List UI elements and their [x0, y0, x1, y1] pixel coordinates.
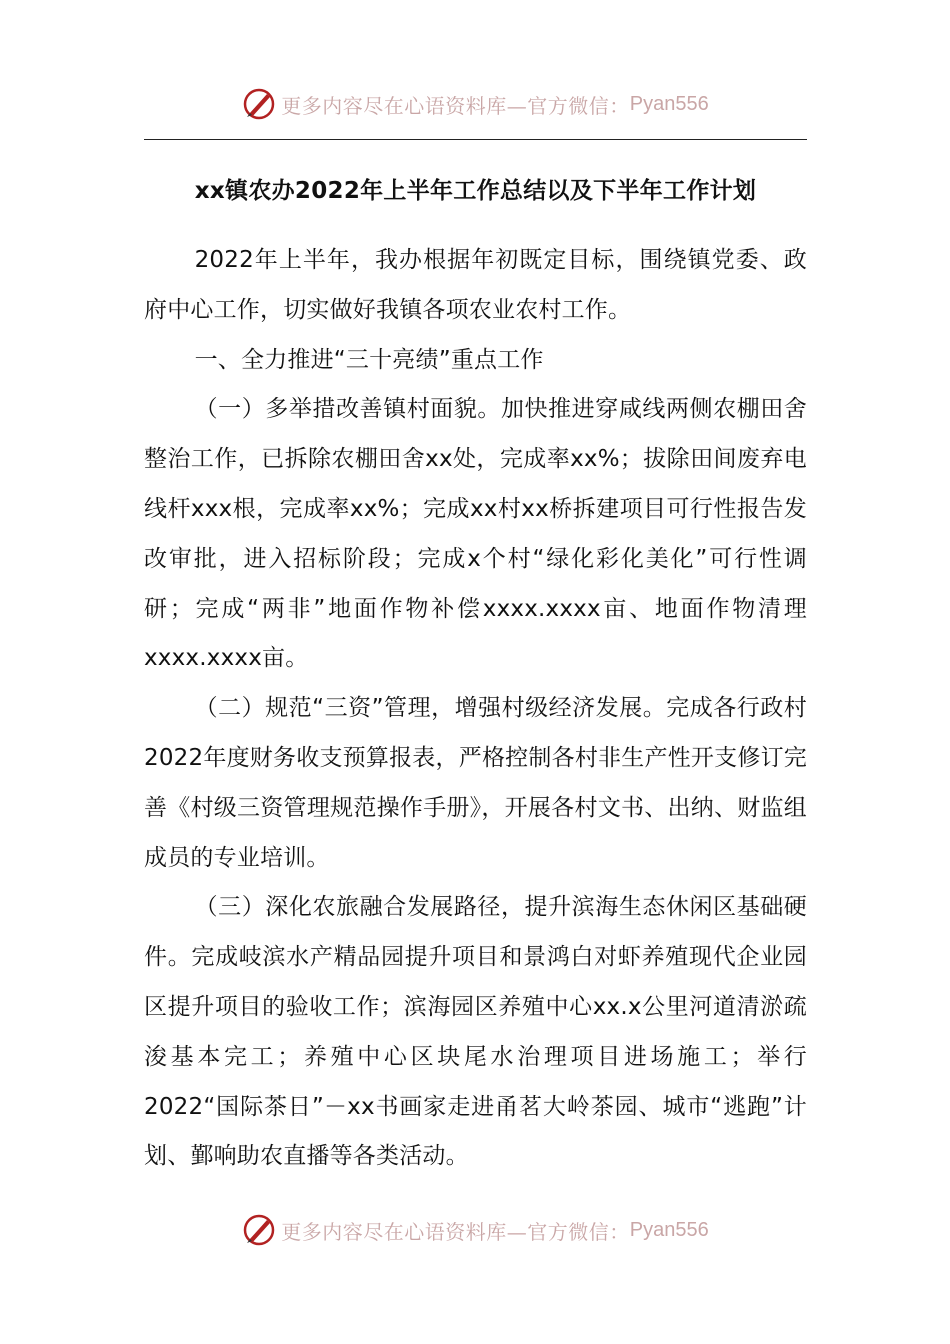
banner-text: 更多内容尽在心语资料库—官方微信： [281, 1219, 630, 1244]
paragraph-item-1: （一）多举措改善镇村面貌。加快推进穿咸线两侧农棚田舍整治工作，已拆除农棚田舍xx处，完成率xx%；拔除田间废弃电线杆xxx根，完成率xx%；完成xx村xx桥拆建项目可行性报告发改审批，进入招标阶段；完成x个村“绿化彩化美化”可行性调研；完成“两非”地面作物补偿xxxx.xxxx亩、地面作物清理xxxx.xxxx亩。 [144, 396, 807, 672]
footer-banner [0, 1208, 950, 1252]
pen-logo-icon [241, 1212, 277, 1248]
header-banner [0, 82, 950, 126]
header-divider [144, 139, 807, 140]
document-title: xx镇农办2022年上半年工作总结以及下半年工作计划 [194, 178, 757, 204]
paragraph-intro: 2022年上半年，我办根据年初既定目标，围绕镇党委、政府中心工作，切实做好我镇各项农业农村工作。 [144, 247, 807, 323]
banner-wechat-id: Pyan556 [629, 1218, 709, 1241]
paragraph-item-2: （二）规范“三资”管理，增强村级经济发展。完成各行政村2022年度财务收支预算报表，严格控制各村非生产性开支修订完善《村级三资管理规范操作手册》，开展各村文书、出纳、财监组成员的专业培训。 [144, 695, 807, 871]
banner-wechat-id: Pyan556 [629, 92, 709, 115]
pen-logo-icon [241, 86, 277, 122]
document-body [144, 236, 807, 1182]
banner-text: 更多内容尽在心语资料库—官方微信： [281, 93, 630, 118]
paragraph-item-3: （三）深化农旅融合发展路径，提升滨海生态休闲区基础硬件。完成岐滨水产精品园提升项目和景鸿白对虾养殖现代企业园区提升项目的验收工作；滨海园区养殖中心xx.x公里河道清淤疏浚基本完工；养殖中心区块尾水治理项目进场施工；举行2022“国际茶日”－xx书画家走进甬茗大岭茶园、城市“逃跑”计划、鄞响助农直播等各类活动。 [144, 894, 807, 1170]
section-heading: 一、全力推进“三十亮绩”重点工作 [194, 346, 544, 373]
